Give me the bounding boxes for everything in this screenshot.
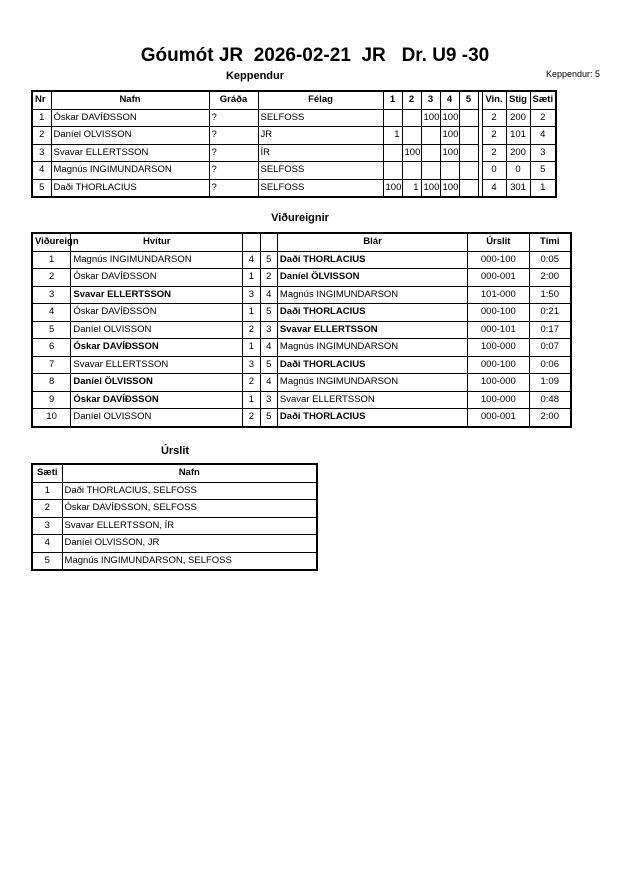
cell-urslit: 000-101 — [468, 321, 529, 339]
cell-hvitur-nr: 4 — [243, 251, 260, 269]
cell-blar: Daði THORLACIUS — [277, 409, 467, 427]
cell-urslit: 101-000 — [468, 286, 529, 304]
cell-round: 100 — [440, 144, 459, 162]
cell-urslit: 000-100 — [468, 251, 529, 269]
cell-vidureign: 8 — [32, 374, 71, 392]
cell-urslit: 100-000 — [468, 374, 529, 392]
cell-urslit: 100-000 — [468, 391, 529, 409]
cell-felag: ÍR — [258, 144, 383, 162]
urslit-header-row — [32, 464, 317, 482]
cell-stig: 200 — [506, 144, 530, 162]
cell-timi: 0:06 — [529, 356, 571, 374]
col-round-5: 5 — [459, 91, 478, 109]
cell-hvitur-nr: 2 — [243, 321, 260, 339]
cell-vidureign: 10 — [32, 409, 71, 427]
vidureignir-heading: Viðureignir — [271, 212, 329, 224]
cell-saeti: 5 — [32, 552, 62, 570]
col-timi: Tími — [529, 233, 571, 251]
cell-vin: 0 — [482, 162, 506, 180]
table-row — [32, 339, 571, 357]
cell-round — [383, 144, 402, 162]
col-vidureign: Viðureign — [32, 233, 71, 251]
cell-round — [459, 109, 478, 127]
cell-vidureign: 7 — [32, 356, 71, 374]
table-row — [32, 391, 571, 409]
cell-nafn: Magnús INGIMUNDARSON, SELFOSS — [62, 552, 317, 570]
cell-round: 100 — [440, 127, 459, 145]
cell-blar: Daníel ÖLVISSON — [277, 269, 467, 287]
cell-saeti: 5 — [530, 162, 556, 180]
col-nr: Nr — [32, 91, 51, 109]
col-urslit: Úrslit — [468, 233, 529, 251]
col-blar: Blár — [277, 233, 467, 251]
table-row — [32, 144, 556, 162]
cell-nafn: Svavar ELLERTSSON — [51, 144, 209, 162]
cell-round — [421, 162, 440, 180]
cell-round — [459, 162, 478, 180]
cell-urslit: 000-100 — [468, 356, 529, 374]
urslit-body — [32, 482, 317, 570]
table-row — [32, 500, 317, 518]
urslit-heading: Úrslit — [160, 445, 190, 457]
cell-hvitur-nr: 3 — [243, 356, 260, 374]
cell-nr: 4 — [32, 162, 51, 180]
cell-nr: 3 — [32, 144, 51, 162]
table-row — [32, 517, 317, 535]
cell-blar: Daði THORLACIUS — [277, 356, 467, 374]
cell-round — [421, 144, 440, 162]
table-row — [32, 179, 556, 197]
cell-stig: 301 — [506, 179, 530, 197]
cell-hvitur: Óskar DAVÍÐSSON — [71, 304, 243, 322]
cell-nafn: Daníel OLVISSON — [51, 127, 209, 145]
cell-stig: 0 — [506, 162, 530, 180]
cell-timi: 1:50 — [529, 286, 571, 304]
table-row — [32, 251, 571, 269]
cell-urslit: 000-001 — [468, 269, 529, 287]
cell-blar: Magnús INGIMUNDARSON — [277, 374, 467, 392]
cell-round — [459, 127, 478, 145]
keppendur-body — [32, 109, 556, 197]
cell-hvitur: Óskar DAVÍÐSSON — [71, 391, 243, 409]
cell-saeti: 2 — [32, 500, 62, 518]
cell-blar: Daði THORLACIUS — [277, 251, 467, 269]
table-row — [32, 127, 556, 145]
cell-grada: ? — [209, 179, 258, 197]
cell-vidureign: 3 — [32, 286, 71, 304]
cell-round — [402, 162, 421, 180]
cell-vin: 2 — [482, 109, 506, 127]
cell-hvitur-nr: 1 — [243, 304, 260, 322]
cell-round — [459, 179, 478, 197]
cell-blar-nr: 2 — [260, 269, 277, 287]
cell-saeti: 1 — [32, 482, 62, 500]
col-round-2: 2 — [402, 91, 421, 109]
col-grada: Gráða — [209, 91, 258, 109]
cell-nr: 2 — [32, 127, 51, 145]
col-nafn: Nafn — [51, 91, 209, 109]
cell-timi: 1:09 — [529, 374, 571, 392]
cell-vidureign: 1 — [32, 251, 71, 269]
table-row — [32, 109, 556, 127]
col-hvitur: Hvítur — [71, 233, 243, 251]
col-round-1: 1 — [383, 91, 402, 109]
cell-blar: Magnús INGIMUNDARSON — [277, 286, 467, 304]
cell-felag: JR — [258, 127, 383, 145]
cell-nafn: Óskar DAVÍÐSSON, SELFOSS — [62, 500, 317, 518]
vidureignir-body — [32, 251, 571, 427]
cell-hvitur-nr: 2 — [243, 409, 260, 427]
cell-vin: 2 — [482, 144, 506, 162]
cell-blar-nr: 5 — [260, 356, 277, 374]
cell-blar: Daði THORLACIUS — [277, 304, 467, 322]
cell-urslit: 000-100 — [468, 304, 529, 322]
cell-saeti: 1 — [530, 179, 556, 197]
cell-hvitur: Daníel ÖLVISSON — [71, 374, 243, 392]
cell-round — [383, 162, 402, 180]
cell-round — [421, 127, 440, 145]
cell-round: 100 — [440, 179, 459, 197]
urslit-table — [31, 463, 318, 571]
keppendur-table — [31, 90, 557, 198]
cell-hvitur-nr: 1 — [243, 269, 260, 287]
col-nafn: Nafn — [62, 464, 317, 482]
cell-hvitur-nr: 1 — [243, 339, 260, 357]
table-row — [32, 321, 571, 339]
cell-blar-nr: 5 — [260, 304, 277, 322]
cell-nafn: Svavar ELLERTSSON, ÍR — [62, 517, 317, 535]
cell-saeti: 3 — [32, 517, 62, 535]
keppendur-heading: Keppendur — [225, 70, 285, 82]
cell-blar-nr: 4 — [260, 286, 277, 304]
col-saeti: Sæti — [32, 464, 62, 482]
cell-round: 100 — [402, 144, 421, 162]
table-row — [32, 269, 571, 287]
cell-urslit: 000-001 — [468, 409, 529, 427]
cell-blar-nr: 5 — [260, 251, 277, 269]
cell-vidureign: 6 — [32, 339, 71, 357]
table-row — [32, 304, 571, 322]
cell-timi: 0:07 — [529, 339, 571, 357]
cell-round — [402, 127, 421, 145]
cell-saeti: 4 — [32, 535, 62, 553]
table-row — [32, 356, 571, 374]
cell-vidureign: 2 — [32, 269, 71, 287]
cell-hvitur: Daníel OLVISSON — [71, 321, 243, 339]
cell-round: 1 — [402, 179, 421, 197]
keppendur-header-row — [32, 91, 556, 109]
keppendur-count: Keppendur: 5 — [545, 69, 600, 79]
cell-blar: Svavar ELLERTSSON — [277, 391, 467, 409]
cell-round — [459, 144, 478, 162]
cell-hvitur: Svavar ELLERTSSON — [71, 286, 243, 304]
cell-blar-nr: 4 — [260, 339, 277, 357]
cell-nr: 5 — [32, 179, 51, 197]
cell-hvitur: Daníel OLVISSON — [71, 409, 243, 427]
table-row — [32, 162, 556, 180]
cell-timi: 0:48 — [529, 391, 571, 409]
col-saeti: Sæti — [530, 91, 556, 109]
cell-blar: Svavar ELLERTSSON — [277, 321, 467, 339]
cell-hvitur: Magnús INGIMUNDARSON — [71, 251, 243, 269]
cell-felag: SELFOSS — [258, 162, 383, 180]
cell-felag: SELFOSS — [258, 109, 383, 127]
page-title: Góumót JR 2026-02-21 JR Dr. U9 -30 — [140, 45, 490, 66]
cell-nafn: Magnús INGIMUNDARSON — [51, 162, 209, 180]
table-row — [32, 535, 317, 553]
cell-grada: ? — [209, 162, 258, 180]
table-row — [32, 482, 317, 500]
cell-vidureign: 9 — [32, 391, 71, 409]
cell-hvitur-nr: 2 — [243, 374, 260, 392]
col-round-4: 4 — [440, 91, 459, 109]
cell-nr: 1 — [32, 109, 51, 127]
col-hvitur-nr — [243, 233, 260, 251]
cell-nafn: Daði THORLACIUS — [51, 179, 209, 197]
cell-grada: ? — [209, 127, 258, 145]
col-felag: Félag — [258, 91, 383, 109]
cell-blar: Magnús INGIMUNDARSON — [277, 339, 467, 357]
cell-nafn: Daði THORLACIUS, SELFOSS — [62, 482, 317, 500]
cell-hvitur: Óskar DAVÍÐSSON — [71, 269, 243, 287]
cell-felag: SELFOSS — [258, 179, 383, 197]
cell-vidureign: 4 — [32, 304, 71, 322]
cell-saeti: 3 — [530, 144, 556, 162]
cell-saeti: 4 — [530, 127, 556, 145]
cell-saeti: 2 — [530, 109, 556, 127]
cell-blar-nr: 3 — [260, 321, 277, 339]
col-blar-nr — [260, 233, 277, 251]
cell-timi: 2:00 — [529, 409, 571, 427]
cell-round: 100 — [383, 179, 402, 197]
cell-vidureign: 5 — [32, 321, 71, 339]
cell-timi: 0:21 — [529, 304, 571, 322]
cell-vin: 4 — [482, 179, 506, 197]
cell-round: 1 — [383, 127, 402, 145]
table-row — [32, 286, 571, 304]
table-row — [32, 552, 317, 570]
cell-stig: 200 — [506, 109, 530, 127]
cell-round — [402, 109, 421, 127]
col-round-3: 3 — [421, 91, 440, 109]
cell-grada: ? — [209, 109, 258, 127]
cell-timi: 2:00 — [529, 269, 571, 287]
cell-vin: 2 — [482, 127, 506, 145]
cell-nafn: Daníel OLVISSON, JR — [62, 535, 317, 553]
vidureignir-header-row — [32, 233, 571, 251]
cell-hvitur-nr: 3 — [243, 286, 260, 304]
cell-timi: 0:17 — [529, 321, 571, 339]
col-stig: Stig — [506, 91, 530, 109]
cell-hvitur-nr: 1 — [243, 391, 260, 409]
cell-stig: 101 — [506, 127, 530, 145]
cell-urslit: 100-000 — [468, 339, 529, 357]
table-row — [32, 409, 571, 427]
cell-round — [383, 109, 402, 127]
cell-nafn: Óskar DAVÍÐSSON — [51, 109, 209, 127]
cell-blar-nr: 5 — [260, 409, 277, 427]
cell-hvitur: Óskar DAVÍÐSSON — [71, 339, 243, 357]
cell-blar-nr: 4 — [260, 374, 277, 392]
cell-round — [440, 162, 459, 180]
col-vin: Vin. — [482, 91, 506, 109]
vidureignir-table — [31, 232, 572, 428]
cell-grada: ? — [209, 144, 258, 162]
cell-round: 100 — [421, 109, 440, 127]
cell-blar-nr: 3 — [260, 391, 277, 409]
cell-round: 100 — [440, 109, 459, 127]
cell-round: 100 — [421, 179, 440, 197]
table-row — [32, 374, 571, 392]
cell-timi: 0:05 — [529, 251, 571, 269]
cell-hvitur: Svavar ELLERTSSON — [71, 356, 243, 374]
